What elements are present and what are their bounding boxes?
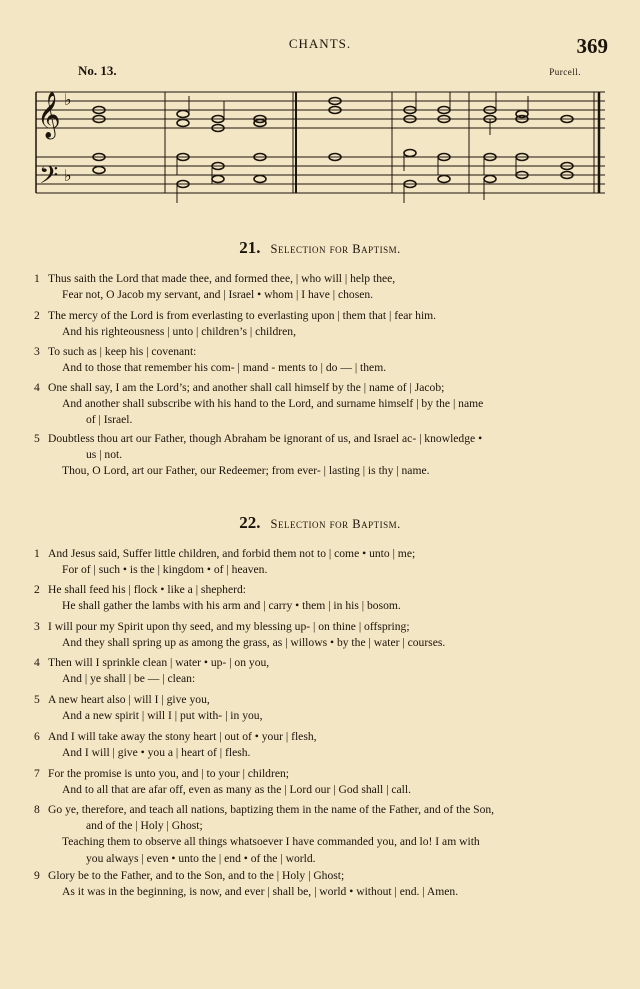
verse-line: and of the | Holy | Ghost; xyxy=(86,819,203,833)
verse-number: 5 xyxy=(34,693,40,706)
verse-number: 7 xyxy=(34,767,40,780)
verse-line: As it was in the beginning, is now, and ever | shall be, | world • without | end. | Amen. xyxy=(62,885,459,899)
verse-line: And his righteousness | unto | children’s | children, xyxy=(62,325,296,339)
verse-22-8 xyxy=(34,802,610,867)
verse-line: For of | such • is the | kingdom • of | heaven. xyxy=(62,563,268,577)
verse-line: He shall gather the lambs with his arm and | carry • them | in his | bosom. xyxy=(62,599,401,613)
section-title: Selection for Baptism. xyxy=(270,242,401,256)
verse-line: One shall say, I am the Lord’s; and another shall call himself by the | name of | Jacob; xyxy=(48,381,445,394)
verse-line: I will pour my Spirit upon thy seed, and my blessing up- | on thine | offspring; xyxy=(48,620,410,633)
verse-line: Then will I sprinkle clean | water • up- | on you, xyxy=(48,656,270,669)
verse-22-7 xyxy=(34,766,610,798)
verse-line: us | not. xyxy=(86,448,123,462)
verse-line: you always | even • unto the | end • of the | world. xyxy=(86,851,316,865)
verse-22-4 xyxy=(34,655,610,687)
verse-22-6 xyxy=(34,729,610,761)
verse-line: Doubtless thou art our Father, though Abraham be ignorant of us, and Israel ac- | knowledge • xyxy=(48,432,483,445)
svg-text:𝄞: 𝄞 xyxy=(37,92,61,138)
verse-number: 2 xyxy=(34,309,40,322)
verse-line: Go ye, therefore, and teach all nations, baptizing them in the name of the Father, and of the Son, xyxy=(48,803,495,816)
verse-line: And Jesus said, Suffer little children, and forbid them not to | come • unto | me; xyxy=(48,547,416,560)
verse-line: Thus saith the Lord that made thee, and formed thee, | who will | help thee, xyxy=(48,272,396,285)
svg-text:𝄢: 𝄢 xyxy=(39,161,59,196)
verse-number: 1 xyxy=(34,547,40,560)
verse-number: 5 xyxy=(34,432,40,445)
verse-number: 6 xyxy=(34,730,40,743)
verse-number: 1 xyxy=(34,272,40,285)
svg-text:♭: ♭ xyxy=(64,166,72,185)
verse-22-9 xyxy=(34,868,610,900)
running-head: CHANTS. xyxy=(288,36,352,51)
section-22-heading xyxy=(0,513,640,533)
verse-22-3 xyxy=(34,619,610,651)
verse-line: Thou, O Lord, art our Father, our Redeemer; from ever- | lasting | is thy | name. xyxy=(62,464,430,478)
verse-number: 8 xyxy=(34,803,40,816)
page-number: 369 xyxy=(576,34,608,58)
verse-line: And to those that remember his com- | mand - ments to | do — | them. xyxy=(62,361,387,375)
verse-line: And a new spirit | will I | put with- | in you, xyxy=(62,709,263,723)
verse-line: He shall feed his | flock • like a | shepherd: xyxy=(48,583,247,596)
section-number: 21. xyxy=(239,238,261,257)
verse-line: And to all that are afar off, even as many as the | Lord our | God shall | call. xyxy=(62,783,411,797)
verse-line: And another shall subscribe with his hand to the Lord, and surname himself | by the | name xyxy=(62,397,484,411)
verse-21-1 xyxy=(34,271,610,303)
verse-line: Teaching them to observe all things whatsoever I have commanded you, and lo! I am with xyxy=(62,835,480,849)
verse-number: 3 xyxy=(34,345,40,358)
verse-22-1 xyxy=(34,546,610,578)
composer-name: Purcell. xyxy=(549,67,581,77)
section-21-heading xyxy=(0,238,640,258)
verse-number: 4 xyxy=(34,656,40,669)
verse-line: of | Israel. xyxy=(86,413,133,427)
verse-line: And I will | give • you a | heart of | flesh. xyxy=(62,746,251,760)
verse-line: The mercy of the Lord is from everlasting to everlasting upon | them that | fear him. xyxy=(48,309,437,322)
svg-text:♭: ♭ xyxy=(64,90,72,109)
verse-line: And | ye shall | be — | clean: xyxy=(62,672,196,686)
verse-21-5 xyxy=(34,431,610,480)
verse-line: Fear not, O Jacob my servant, and | Israel • whom | I have | chosen. xyxy=(62,288,374,302)
verse-line: A new heart also | will I | give you, xyxy=(48,693,210,706)
verse-line: For the promise is unto you, and | to your | children; xyxy=(48,767,289,780)
verse-line: To such as | keep his | covenant: xyxy=(48,345,197,358)
verse-number: 3 xyxy=(34,620,40,633)
verse-number: 4 xyxy=(34,381,40,394)
section-title: Selection for Baptism. xyxy=(270,517,401,531)
music-score xyxy=(0,0,640,215)
verse-22-2 xyxy=(34,582,610,614)
chant-number: No. 13. xyxy=(78,63,117,78)
verse-line: And I will take away the stony heart | out of • your | flesh, xyxy=(48,730,317,743)
verse-line: And they shall spring up as among the grass, as | willows • by the | water | courses. xyxy=(62,636,446,650)
verse-line: Glory be to the Father, and to the Son, and to the | Holy | Ghost; xyxy=(48,869,345,882)
verse-21-4 xyxy=(34,380,610,429)
section-number: 22. xyxy=(239,513,261,532)
verse-21-3 xyxy=(34,344,610,376)
verse-22-5 xyxy=(34,692,610,724)
verse-number: 9 xyxy=(34,869,40,882)
verse-number: 2 xyxy=(34,583,40,596)
verse-21-2 xyxy=(34,308,610,340)
